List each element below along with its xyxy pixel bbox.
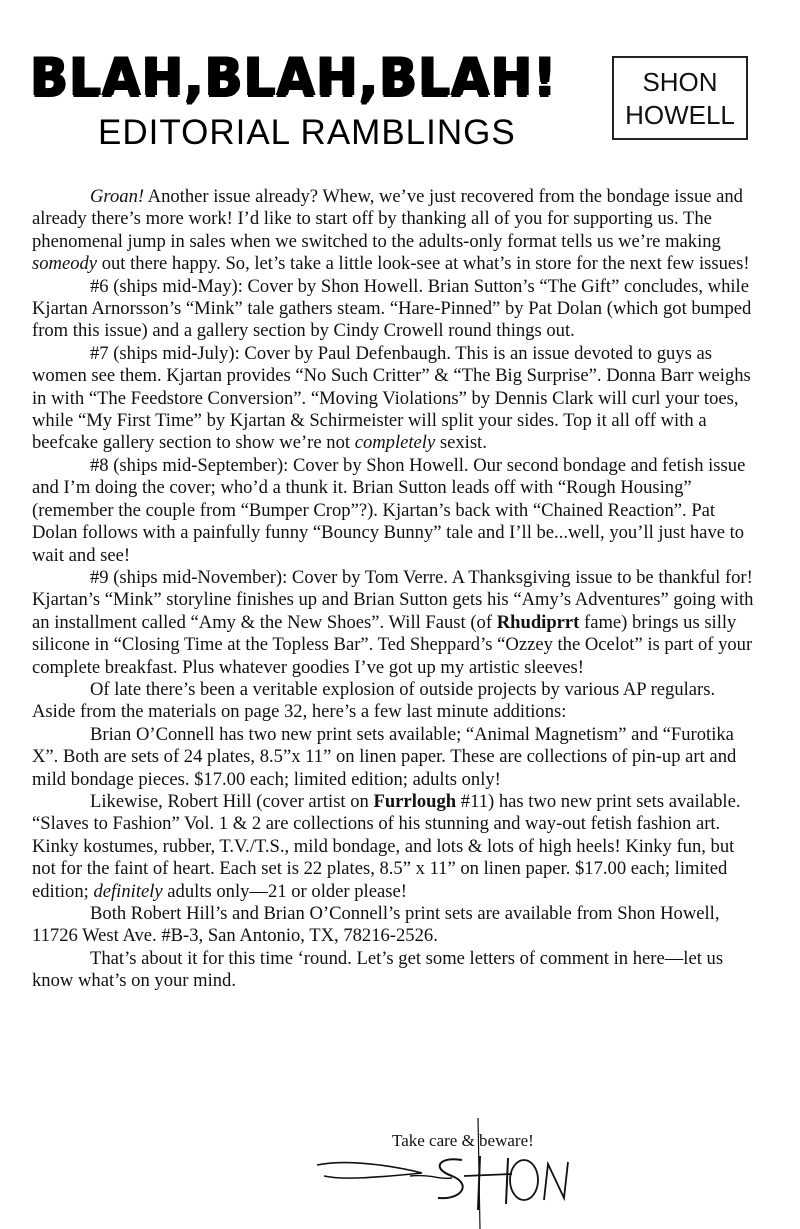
bold-rhudiprrt: Rhudiprrt: [496, 611, 580, 633]
emphasis-definitely: definitely: [93, 880, 163, 902]
paragraph-closing: That’s about it for this time ‘round. Let’s get some letters of comment in here—let us know what’s on your mind.: [32, 947, 724, 992]
banner-title: BLAH,BLAH,BLAH!: [30, 47, 558, 108]
emphasis-completely: completely: [354, 432, 436, 454]
author-box: [612, 56, 748, 140]
bold-furrlough: Furrlough: [373, 790, 457, 812]
paragraph-intro: Groan! Another issue already? Whew, we’ve just recovered from the bondage issue and already there’s more work! I’d like to start off by thanking all of you for supporting us. The phenomenal jump in sales when we switched to the adults-only format tells us we’re making someody out there happy. So, let’s take a little look-see at what’s in store for the next few issues!: [32, 186, 750, 275]
paragraph-issue-7: #7 (ships mid-July): Cover by Paul Defenbaugh. This is an issue devoted to guys as women see them. Kjartan provides “No Such Critter” & “The Big Surprise”. Donna Barr weighs in with “The Feedstore Conversion”. “Moving Violations” by Dennis Clark will curl your toes, while “My First Time” by Kjartan & Schirmeister will split your sides. Top it all off with a beefcake gallery section to show we’re not completely sexist.: [32, 342, 751, 454]
author-first-name: SHON: [642, 67, 718, 97]
paragraph-issue-8: #8 (ships mid-September): Cover by Shon Howell. Our second bondage and fetish issue and I’m doing the cover; who’d a thunk it. Brian Sutton leads off with “Rough Housing” (remember the couple from “Bumper Crop”?). Kjartan’s back with “Chained Reaction”. Pat Dolan follows with a painfully funny “Bouncy Bunny” tale and I’ll be...well, you’ll just have to wait and see!: [32, 454, 746, 566]
paragraph-outside-projects: Of late there’s been a veritable explosion of outside projects by various AP regulars. Aside from the materials on page 32, here’s a few last minute additions:: [32, 678, 716, 723]
paragraph-oconnell-prints: Brian O’Connell has two new print sets available; “Animal Magnetism” and “Furotika X”. Both are sets of 24 plates, 8.5”x 11” on linen paper. These are collections of pin-up art and mild bondage pieces. $17.00 each; limited edition; adults only!: [32, 723, 737, 790]
paragraph-issue-6: #6 (ships mid-May): Cover by Shon Howell. Brian Sutton’s “The Gift” concludes, while Kjartan Arnorsson’s “Mink” tale gathers steam. “Hare-Pinned” by Pat Dolan (which got bumped from this issue) and a gallery section by Cindy Crowell round things out.: [32, 275, 752, 342]
emphasis-someody: someody: [32, 253, 98, 275]
author-last-name: HOWELL: [625, 100, 735, 130]
page-subtitle: EDITORIAL RAMBLINGS: [98, 113, 516, 152]
paragraph-hill-prints: Likewise, Robert Hill (cover artist on Furrlough #11) has two new print sets available. “Slaves to Fashion” Vol. 1 & 2 are collections of his stunning and way-out fetish fashion art. Kinky kostumes, rubber, T.V./T.S., mild bondage, and lots & lots of high heels! Kinky fun, but not for the faint of heart. Each set is 22 plates, 8.5” x 11” on linen paper. $17.00 each; limited edition; definitely adults only—21 or older please!: [32, 790, 741, 902]
emphasis-groan: Groan!: [90, 186, 145, 207]
closing-line: Take care & beware!: [392, 1131, 534, 1150]
signature: [312, 1118, 572, 1229]
editorial-body: [32, 186, 754, 993]
paragraph-issue-9: #9 (ships mid-November): Cover by Tom Verre. A Thanksgiving issue to be thankful for! Kjartan’s “Mink” storyline finishes up and Brian Sutton gets his “Amy’s Adventures” going with an installment called “Amy & the New Shoes”. Will Faust (of Rhudiprrt fame) brings us silly silicone in “Closing Time at the Topless Bar”. Ted Sheppard’s “Ozzey the Ocelot” is part of your complete breakfast. Plus whatever goodies I’ve got up my artistic sleeves!: [32, 566, 754, 678]
paragraph-availability: Both Robert Hill’s and Brian O’Connell’s print sets are available from Shon Howell, 11726 West Ave. #B-3, San Antonio, TX, 78216-2526.: [32, 903, 720, 947]
